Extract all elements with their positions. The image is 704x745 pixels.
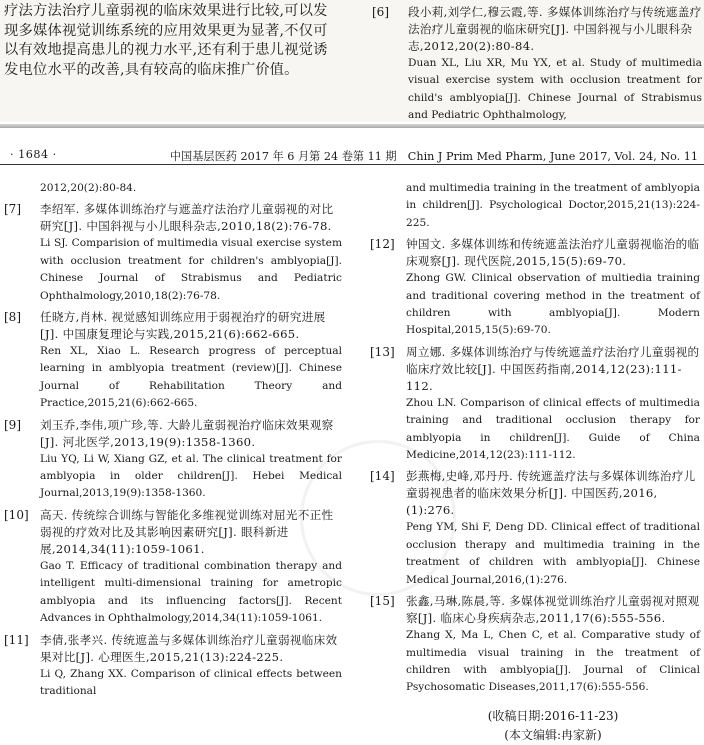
reference-item	[4, 632, 342, 701]
reference-number: [12]	[370, 237, 395, 252]
reference-number: [14]	[370, 469, 395, 484]
reference-english: Peng YM, Shi F, Deng DD. Clinical effect of traditional occlusion therapy and multimedia training in the treatment of children with amblyopia[J]. Chinese Medical Journal,2016,(1):276.	[406, 521, 700, 586]
conclusion-text: 疗法方法治疗儿童弱视的临床效果进行比较,可以发现多媒体视觉训练系统的应用效果更为显著,不仅可以有效地提高患儿的视力水平,还有利于患儿视觉诱发电位水平的改善,具有较高的临床推广价值。	[4, 3, 328, 78]
reference-item	[370, 468, 700, 589]
reference-english: Gao T. Efficacy of traditional combination therapy and intelligent multi-dimensional training for ametropic amblyopia and its influencing factors[J]. Recent Advances in Ophthalmology,2014,34(11):1059-1061.	[40, 559, 342, 625]
reference-chinese: 李绍军. 多媒体训练治疗与遮盖疗法治疗儿童弱视的对比研究[J]. 中国斜视与小儿眼科杂志,2010,18(2):76-78.	[40, 202, 334, 234]
editor-note: (本文编辑:冉家新)	[504, 727, 602, 742]
reference-english: Li SJ. Comparision of multimedia visual exercise system with occlusion treatment for children's amblyopia[J]. Chinese Journal of Strabismus and Pediatric Ophthalmology,2010,18(2):76-78.	[40, 237, 342, 302]
reference-item	[372, 4, 702, 122]
reference-number: [11]	[4, 632, 29, 647]
reference-chinese: 张鑫,马琳,陈晨,等. 多媒体视觉训练治疗儿童弱视对照观察[J]. 临床心身疾病杂志,2011,17(6):555-556.	[406, 594, 700, 626]
reference-item	[370, 344, 700, 465]
reference-chinese: 高天. 传统综合训练与智能化多维视觉训练对屈光不正性弱视的疗效对比及其影响因素研究[J]. 眼科新进展,2014,34(11):1059-1061.	[40, 507, 334, 556]
running-header	[0, 146, 704, 164]
reference-number: [8]	[4, 310, 21, 325]
reference-english: Zhong GW. Clinical observation of multiedia training and traditional covering method in the treatment of children with amblyopia[J]. Modern Hospital,2015,15(5):69-70.	[406, 272, 700, 337]
reference-continuation-text: 2012,20(2):80-84.	[40, 182, 137, 194]
reference-english: Zhou LN. Comparison of clinical effects of multimedia training and traditional occlusion therapy for amblyopia in children[J]. Guide of China Medicine,2014,12(23):111-112.	[406, 396, 700, 462]
reference-item	[4, 309, 342, 413]
reference-continuation-text: and multimedia training in the treatment of amblyopia in children[J]. Psychological Doctor,2015,21(13):224-225.	[406, 182, 700, 229]
reference-english: Ren XL, Xiao L. Research progress of perceptual learning in amblyopia treatment (review)[J]. Chinese Journal of Rehabilitation Theory and Practice,2015,21(6):662-665.	[40, 345, 342, 410]
page-number: · 1684 ·	[10, 148, 57, 161]
reference-number: [13]	[370, 344, 395, 359]
header-rule	[0, 164, 704, 165]
reference-number: [10]	[4, 507, 29, 522]
reference-english: Zhang X, Ma L, Chen C, et al. Comparative study of multimedia visual training in the treatment of children with amblyopia[J]. Journal of Clinical Psychosomatic Diseases,2011,17(6):555-556.	[406, 629, 700, 694]
conclusion-paragraph	[4, 2, 340, 80]
page-divider	[0, 124, 704, 128]
reference-item	[4, 507, 342, 628]
reference-item	[4, 201, 342, 305]
reference-chinese: 钟国文. 多媒体训练和传统遮盖法治疗儿童弱视临治的临床观察[J]. 现代医院,2015,15(5):69-70.	[406, 237, 700, 269]
reference-chinese: 李倩,张孝兴. 传统遮盖与多媒体训练治疗儿童弱视临床效果对比[J]. 心理医生,2015,21(13):224-225.	[40, 632, 338, 664]
reference-english: Duan XL, Liu XR, Mu YX, et al. Study of multimedia visual exercise system with occlusion treatment for child's amblyopia[J]. Chinese Journal of Strabismus and Pediatric Ophthalmology,	[408, 57, 702, 122]
reference-list-top	[372, 4, 702, 122]
reference-english: Li Q, Zhang XX. Comparison of clinical effects between traditional	[40, 667, 342, 697]
reference-continuation	[370, 180, 700, 232]
reference-number: [15]	[370, 594, 395, 609]
reference-chinese: 彭燕梅,史峰,邓丹丹. 传统遮盖疗法与多媒体训练治疗儿童弱视患者的临床效果分析[J]. 中国医药,2016,(1):276.	[406, 469, 696, 518]
reference-column-left	[4, 180, 342, 704]
reference-number: [6]	[372, 5, 389, 19]
journal-citation: 中国基层医药 2017 年 6 月第 24 卷第 11 期 Chin J Prim Med Pharm, June 2017, Vol. 24, No. 11	[169, 150, 698, 163]
reference-chinese: 周立娜. 多媒体训练治疗与传统遮盖疗法治疗儿童弱视的临床疗效比较[J]. 中国医药指南,2014,12(23):111-112.	[406, 344, 700, 393]
reference-chinese: 任晓方,肖林. 视觉感知训练应用于弱视治疗的研究进展[J]. 中国康复理论与实践,2015,21(6):662-665.	[40, 310, 326, 342]
reference-item	[4, 417, 342, 503]
reference-column-right	[370, 180, 700, 745]
previous-page-fragment	[0, 0, 704, 122]
received-date: (收稿日期:2016-11-23)	[487, 708, 619, 723]
reference-continuation	[4, 180, 342, 197]
reference-number: [9]	[4, 417, 21, 432]
reference-item	[370, 236, 700, 340]
reference-english: Liu YQ, Li W, Xiang GZ, et al. The clinical treatment for amblyopia in older children[J]. Hebei Medical Journal,2013,19(9):1358-1360.	[40, 452, 342, 500]
reference-item	[370, 593, 700, 697]
reference-number: [7]	[4, 202, 21, 217]
reference-chinese: 刘玉乔,李伟,项广珍,等. 大龄儿童弱视治疗临床效果观察[J]. 河北医学,2013,19(9):1358-1360.	[40, 417, 334, 449]
reference-chinese: 段小莉,刘学仁,穆云霞,等. 多媒体训练治疗与传统遮盖疗法治疗儿童弱视的临床研究[J]. 中国斜视与小儿眼科杂志,2012,20(2):80-84.	[408, 5, 702, 53]
article-footer	[370, 707, 700, 745]
